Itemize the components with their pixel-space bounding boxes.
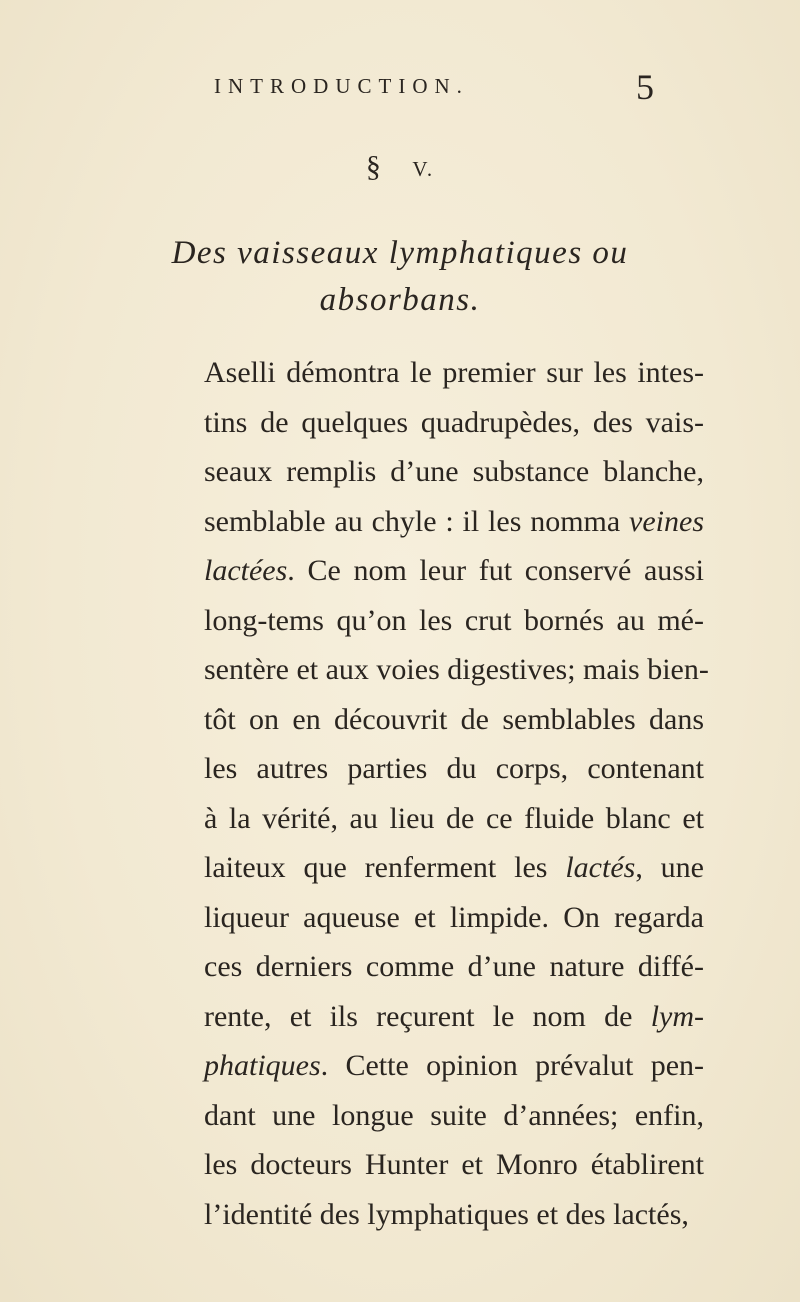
text-line <box>204 843 704 893</box>
text-fragment: semblable au chyle : il les nomma <box>204 504 630 538</box>
text-fragment: rente, et ils reçurent le nom de <box>204 999 651 1033</box>
text-line <box>204 497 704 547</box>
text-fragment: . Ce nom leur fut conservé aussi <box>287 554 704 587</box>
text-line: long-tems qu’on les crut bornés au mé- <box>204 603 704 637</box>
text-line: Aselli démontra le premier sur les intes- <box>204 356 704 389</box>
section-title <box>0 230 800 324</box>
italic-term: lym- <box>650 999 704 1033</box>
text-line: tôt on en découvrit de semblables dans <box>204 702 704 736</box>
page-number: 5 <box>636 67 654 107</box>
text-line: dant une longue suite d’années; enfin, <box>204 1098 704 1132</box>
section-title-line-1: Des vaisseaux lymphatiques ou <box>171 235 629 271</box>
text-line: sentère et aux voies digestives; mais bien- <box>204 653 709 686</box>
italic-term: lactés <box>565 851 636 884</box>
text-line <box>204 992 704 1042</box>
text-fragment: laiteux que renferment les <box>204 851 566 884</box>
italic-term: veines <box>629 504 704 538</box>
text-line <box>204 1041 704 1091</box>
text-line: à la vérité, au lieu de ce fluide blanc et <box>204 801 704 835</box>
body-paragraph <box>204 348 709 1239</box>
text-line: ces derniers comme d’une nature diffé- <box>204 950 704 983</box>
section-heading <box>0 150 800 184</box>
text-line: les autres parties du corps, contenant <box>204 752 704 785</box>
text-line <box>204 546 704 596</box>
section-number: V. <box>412 157 435 181</box>
text-line: les docteurs Hunter et Monro établirent <box>204 1148 704 1181</box>
text-line: l’identité des lymphatiques et des lactés, <box>204 1197 689 1231</box>
section-symbol: § <box>365 150 393 183</box>
text-line: tins de quelques quadrupèdes, des vais- <box>204 405 704 439</box>
section-title-line-2: absorbans. <box>319 282 481 318</box>
italic-term: phatiques <box>204 1049 321 1082</box>
text-fragment: , une <box>635 851 704 884</box>
italic-term: lactées <box>204 554 288 587</box>
text-line: seaux remplis d’une substance blanche, <box>204 455 704 488</box>
text-fragment: . Cette opinion prévalut pen- <box>320 1049 704 1082</box>
running-head <box>214 68 654 108</box>
running-title: INTRODUCTION. <box>214 74 469 98</box>
text-line: liqueur aqueuse et limpide. On regarda <box>204 900 704 934</box>
